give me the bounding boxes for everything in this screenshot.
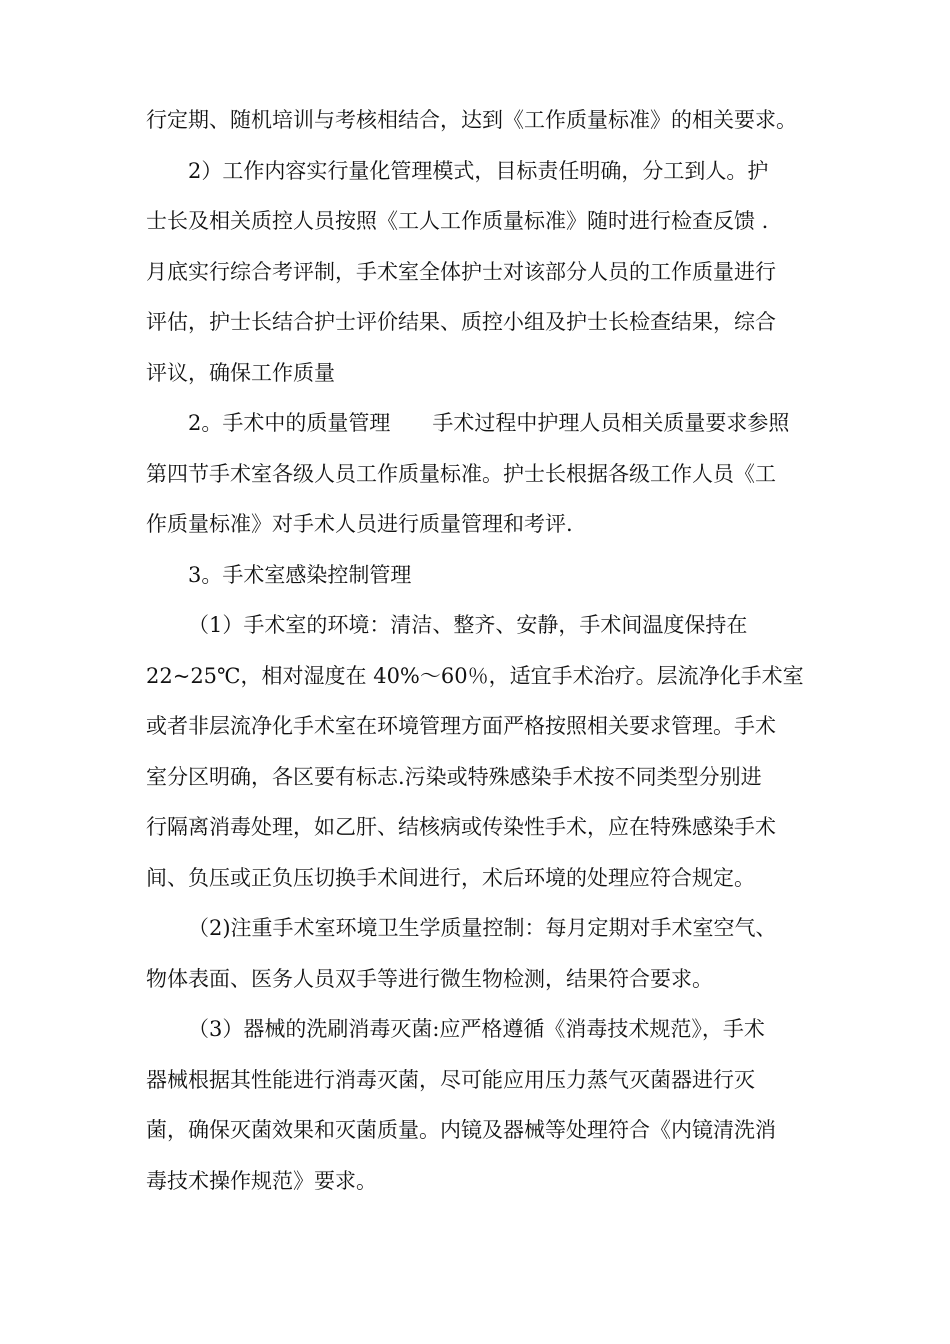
text-line: 2）工作内容实行量化管理模式，目标责任明确，分工到人。护 (188, 158, 769, 183)
text-line: 月底实行综合考评制，手术室全体护士对该部分人员的工作质量进行 (146, 259, 776, 284)
text-line: 行定期、随机培训与考核相结合，达到《工作质量标准》的相关要求。 (146, 108, 797, 132)
section-heading: 3。手术室感染控制管理 (188, 562, 412, 587)
text-line: 菌，确保灭菌效果和灭菌质量。内镜及器械等处理符合《内镜清洗消 (146, 1118, 776, 1142)
body-text (146, 95, 822, 1206)
text-line: 第四节手术室各级人员工作质量标准。护士长根据各级工作人员《工 (146, 461, 776, 486)
text-line: 评估，护士长结合护士评价结果、质控小组及护士长检查结果，综合 (146, 310, 776, 334)
text-line: 间、负压或正负压切换手术间进行，术后环境的处理应符合规定。 (146, 865, 755, 890)
text-line: （2)注重手术室环境卫生学质量控制：每月定期对手术室空气、 (188, 916, 777, 940)
text-line: 室分区明确，各区要有标志.污染或特殊感染手术按不同类型分别进 (146, 764, 762, 789)
text-line: 行隔离消毒处理，如乙肝、结核病或传染性手术，应在特殊感染手术 (146, 815, 776, 839)
text-line: （3）器械的洗刷消毒灭菌:应严格遵循《消毒技术规范》，手术 (188, 1017, 765, 1041)
text-line: 毒技术操作规范》要求。 (146, 1168, 377, 1193)
text-line: 作质量标准》对手术人员进行质量管理和考评. (146, 512, 573, 536)
text-line: 22~25℃，相对湿度在 40%～60％，适宜手术治疗。层流净化手术室 (146, 663, 804, 688)
text-line: 士长及相关质控人员按照《工人工作质量标准》随时进行检查反馈 . (146, 209, 769, 233)
text-line: （1）手术室的环境：清洁、整齐、安静，手术间温度保持在 (188, 613, 748, 637)
text-line: 物体表面、医务人员双手等进行微生物检测，结果符合要求。 (146, 966, 713, 991)
text-line: 或者非层流净化手术室在环境管理方面严格按照相关要求管理。手术 (146, 714, 776, 738)
text-line: 2。手术中的质量管理 手术过程中护理人员相关质量要求参照 (188, 411, 790, 435)
text-line: 评议，确保工作质量 (146, 360, 335, 385)
text-line: 器械根据其性能进行消毒灭菌，尽可能应用压力蒸气灭菌器进行灭 (146, 1067, 755, 1092)
